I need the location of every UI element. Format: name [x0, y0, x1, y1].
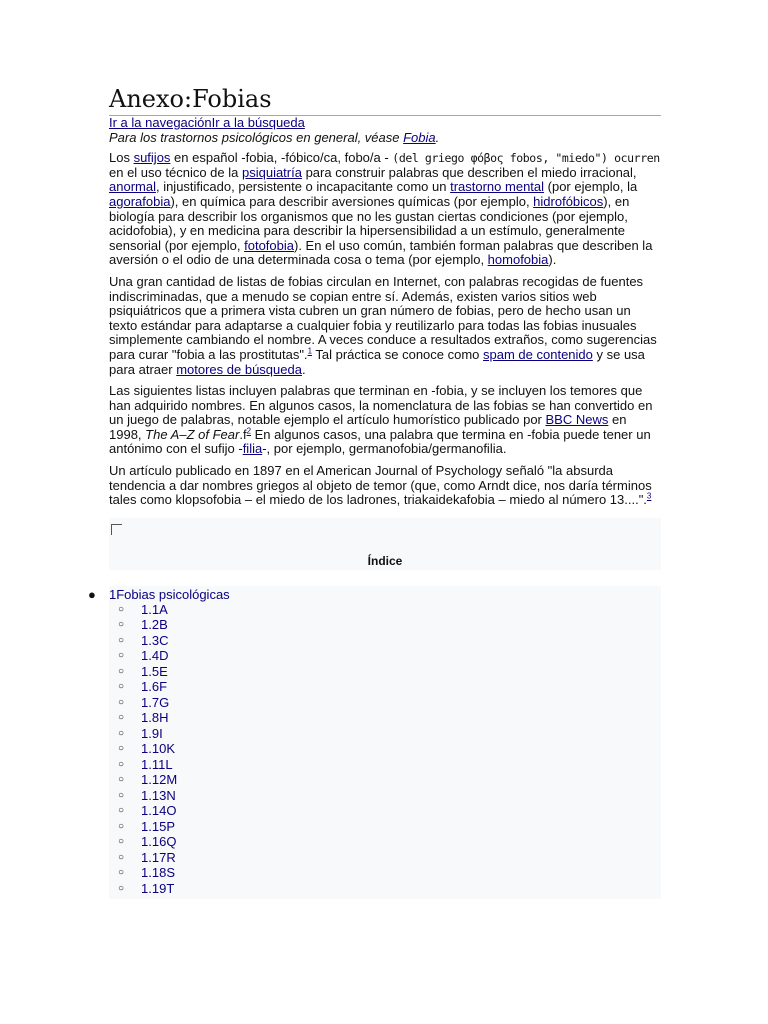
toc-sublink[interactable] — [141, 602, 168, 617]
toc-label: I — [159, 725, 163, 741]
page-title: Anexo:Fobias — [109, 84, 661, 116]
paragraph-nomenclature — [109, 384, 661, 457]
toc-subitem[interactable] — [109, 804, 661, 820]
toc-label: R — [166, 849, 176, 865]
psiquiatria-link[interactable]: psiquiatría — [241, 164, 302, 180]
toc-number: 1.15 — [141, 818, 167, 834]
toc-label: D — [159, 648, 169, 664]
text: en 1998, — [109, 412, 627, 442]
sufijos-link[interactable]: sufijos — [133, 150, 171, 166]
toc-number: 1.4 — [141, 648, 160, 664]
toc-label: A — [159, 601, 168, 617]
toc-label: S — [166, 865, 175, 881]
toc-sublink[interactable] — [141, 803, 176, 818]
text: .f — [239, 426, 247, 442]
spam-de-contenido-link[interactable]: spam de contenido — [483, 346, 593, 362]
paragraph-lists — [109, 275, 661, 377]
filia-link[interactable]: filia — [242, 441, 263, 457]
paragraph-intro — [109, 151, 661, 268]
circle-bullet-icon: ○ — [118, 727, 125, 739]
circle-bullet-icon: ○ — [118, 696, 125, 708]
toc-sublink[interactable] — [141, 710, 168, 725]
greek-etymology: (del griego φόβος fobos, "miedo") ocurren — [392, 151, 660, 166]
toc-sublink[interactable] — [141, 617, 168, 632]
toc-sublink[interactable] — [141, 850, 176, 865]
text: ). En el uso común, también forman palabras que describen la aversión o el odio de una determinada cosa o tema (por ejemplo, — [109, 237, 653, 268]
toc-number: 1.3 — [141, 632, 160, 648]
circle-bullet-icon: ○ — [118, 743, 125, 755]
toc-label: N — [166, 787, 176, 803]
text: En algunos casos, una palabra que termina en -fobia puede tener un antónimo con el sufijo - — [109, 426, 651, 457]
toc-subitem[interactable] — [109, 758, 661, 774]
toc-sublink[interactable] — [141, 881, 174, 896]
text: . — [301, 361, 306, 377]
toc-number: 1.9 — [141, 725, 160, 741]
toc-subitem[interactable] — [109, 773, 661, 789]
text: y se usa para atraer — [109, 346, 645, 377]
toc-sublink[interactable] — [141, 679, 167, 694]
circle-bullet-icon: ○ — [118, 712, 125, 724]
toc-number: 1 — [109, 586, 117, 602]
text: en español -fobia, -fóbico/ca, fobo/a - — [170, 150, 393, 166]
toc-sublink[interactable] — [141, 757, 173, 772]
text: en el uso técnico de la — [109, 164, 242, 180]
toc-subitem[interactable] — [109, 851, 661, 867]
toc-number: 1.13 — [141, 787, 167, 803]
hidrofobicos-link[interactable]: hidrofóbicos — [533, 193, 604, 209]
homofobia-link[interactable]: homofobia — [487, 252, 549, 268]
toc-sublink[interactable] — [141, 834, 176, 849]
circle-bullet-icon: ○ — [118, 882, 125, 894]
text: para construir palabras que describen el miedo irracional, — [301, 164, 637, 180]
text: , injustificado, persistente o incapacitante como un — [155, 179, 451, 195]
fobia-link[interactable]: Fobia — [403, 129, 436, 145]
circle-bullet-icon: ○ — [118, 820, 125, 832]
toc-sublink[interactable] — [141, 664, 168, 679]
text: -, por ejemplo, germanofobia/germanofilia. — [262, 441, 507, 457]
toc-label: Q — [166, 834, 177, 850]
toc-label: M — [166, 772, 178, 788]
broken-image-icon — [111, 524, 122, 535]
toc-title: Índice — [367, 553, 403, 568]
toc-sublink[interactable] — [141, 695, 169, 710]
text: (por ejemplo, la — [544, 179, 638, 195]
toc-header — [109, 518, 661, 570]
toc-number: 1.8 — [141, 710, 160, 726]
circle-bullet-icon: ○ — [118, 851, 125, 863]
circle-bullet-icon: ○ — [118, 634, 125, 646]
toc-subitem[interactable] — [109, 634, 661, 650]
circle-bullet-icon: ○ — [118, 805, 125, 817]
toc-sublink[interactable] — [141, 648, 168, 663]
toc-number: 1.10 — [141, 741, 167, 757]
toc-number: 1.7 — [141, 694, 160, 710]
toc-number: 1.12 — [141, 772, 167, 788]
toc-sublink[interactable] — [141, 788, 176, 803]
skip-to-navigation-link[interactable]: Ir a la navegación — [109, 115, 212, 130]
skip-to-search-link[interactable]: Ir a la búsqueda — [211, 115, 305, 130]
motores-de-busqueda-link[interactable]: motores de búsqueda — [176, 361, 302, 377]
circle-bullet-icon: ○ — [118, 603, 125, 615]
toc-subitem[interactable] — [109, 603, 661, 619]
text: ). — [548, 252, 557, 268]
bbc-news-link[interactable]: BBC News — [545, 412, 609, 428]
circle-bullet-icon: ○ — [118, 681, 125, 693]
toc-subitem[interactable] — [109, 618, 661, 634]
toc-sublink[interactable] — [141, 633, 168, 648]
hatnote-text: Para los trastornos psicológicos en general, véase — [109, 129, 404, 145]
text: ), en biología para describir los organismos que no les gustan ciertas condiciones (por ejemplo, acidofobia), y en medicina para describir la hipersensibilidad a un estímulo, generalmente sensorial (por ejemplo, — [109, 193, 630, 253]
article — [88, 84, 661, 899]
toc-subitem[interactable] — [109, 727, 661, 743]
reference-1-link[interactable]: 1 — [307, 346, 313, 356]
toc-number: 1.16 — [141, 834, 167, 850]
toc-label: Fobias psicológicas — [116, 586, 230, 602]
reference-2-link[interactable]: 2 — [246, 426, 252, 436]
toc-number: 1.14 — [141, 803, 167, 819]
fotofobia-link[interactable]: fotofobia — [244, 237, 294, 253]
text: ), en química para describir aversiones químicas (por ejemplo, — [170, 193, 534, 209]
toc-label: L — [165, 756, 173, 772]
text: Los — [109, 150, 134, 166]
toc-subitem[interactable] — [109, 820, 661, 836]
toc-number: 1.17 — [141, 849, 167, 865]
toc-label: H — [159, 710, 169, 726]
article-title: The A–Z of Fear — [145, 426, 240, 442]
trastorno-mental-link[interactable]: trastorno mental — [450, 179, 545, 195]
text: Las siguientes listas incluyen palabras que terminan en -fobia, y se incluyen los temores que han adquirido nombres. En algunos casos, la nomenclatura de las fobias se han convertido en un juego de palabras, notable ejemplo el artículo humorístico publicado por — [109, 383, 653, 428]
circle-bullet-icon: ○ — [118, 789, 125, 801]
circle-bullet-icon: ○ — [118, 774, 125, 786]
text: Un artículo publicado en 1897 en el American Journal of Psychology señaló "la absurda tendencia a dar nombres griegos al objeto de temor (que, como Arndt dice, nos daría términos tales como klopsofobia – el miedo de los ladrones, triakaidekafobia – miedo al número 13....". — [109, 463, 652, 508]
circle-bullet-icon: ○ — [118, 619, 125, 631]
toc-sublink[interactable] — [141, 865, 175, 880]
toc-sublink[interactable] — [141, 726, 163, 741]
skip-links — [109, 116, 661, 131]
toc-label: T — [166, 880, 175, 896]
toc-subitem[interactable] — [109, 711, 661, 727]
toc-number: 1.11 — [141, 756, 166, 772]
circle-bullet-icon: ○ — [118, 665, 125, 677]
toc-subitem[interactable] — [109, 742, 661, 758]
toc-number: 1.5 — [141, 663, 160, 679]
toc-label: E — [159, 663, 168, 679]
hatnote-end: . — [435, 129, 440, 145]
toc-number: 1.18 — [141, 865, 167, 881]
toc-number: 1.1 — [141, 601, 160, 617]
toc-number: 1.6 — [141, 679, 160, 695]
toc-sublink[interactable] — [141, 741, 175, 756]
bullet-icon: ● — [88, 586, 96, 602]
toc-list — [88, 586, 661, 900]
toc-label: O — [166, 803, 177, 819]
paragraph-1897 — [109, 464, 661, 508]
toc-label: C — [159, 632, 169, 648]
text: Tal práctica se conoce como — [312, 346, 484, 362]
toc-link[interactable] — [109, 587, 230, 602]
toc-label: P — [166, 818, 175, 834]
text: Una gran cantidad de listas de fobias circulan en Internet, con palabras recogidas de fuentes indiscriminadas, que a menudo se copian entre sí. Además, existen varios sitios web psiquiátricos que a primera vista cubren un gran número de fobias, pero de hecho usan un texto estándar para adaptarse a cualquier fobia y reutilizarlo para todas las fobias inusuales simplemente cambiando el nombre. A veces conduce a resultados extraños, como sugerencias para curar "fobia a las prostitutas". — [109, 273, 657, 362]
hatnote — [109, 131, 661, 146]
reference-3-link[interactable]: 3 — [646, 491, 652, 501]
toc-subitem[interactable] — [109, 649, 661, 665]
toc-subitem[interactable] — [109, 866, 661, 882]
toc-subitem[interactable] — [109, 789, 661, 805]
toc-label: G — [159, 694, 170, 710]
toc-sublink[interactable] — [141, 772, 177, 787]
circle-bullet-icon: ○ — [118, 650, 125, 662]
toc-label: B — [159, 617, 168, 633]
toc-subitem[interactable] — [109, 835, 661, 851]
anormal-link[interactable]: anormal — [109, 179, 156, 195]
toc-subitem[interactable] — [109, 680, 661, 696]
toc-number: 1.19 — [141, 880, 167, 896]
toc-label: F — [159, 679, 168, 695]
toc-sublink[interactable] — [141, 819, 175, 834]
toc-item-1[interactable] — [88, 586, 661, 603]
toc-subitem[interactable] — [109, 882, 661, 898]
toc-subitem[interactable] — [109, 665, 661, 681]
toc-number: 1.2 — [141, 617, 160, 633]
circle-bullet-icon: ○ — [118, 867, 125, 879]
agorafobia-link[interactable]: agorafobia — [109, 193, 171, 209]
circle-bullet-icon: ○ — [118, 836, 125, 848]
toc-subitem[interactable] — [109, 696, 661, 712]
toc-label: K — [166, 741, 175, 757]
circle-bullet-icon: ○ — [118, 758, 125, 770]
